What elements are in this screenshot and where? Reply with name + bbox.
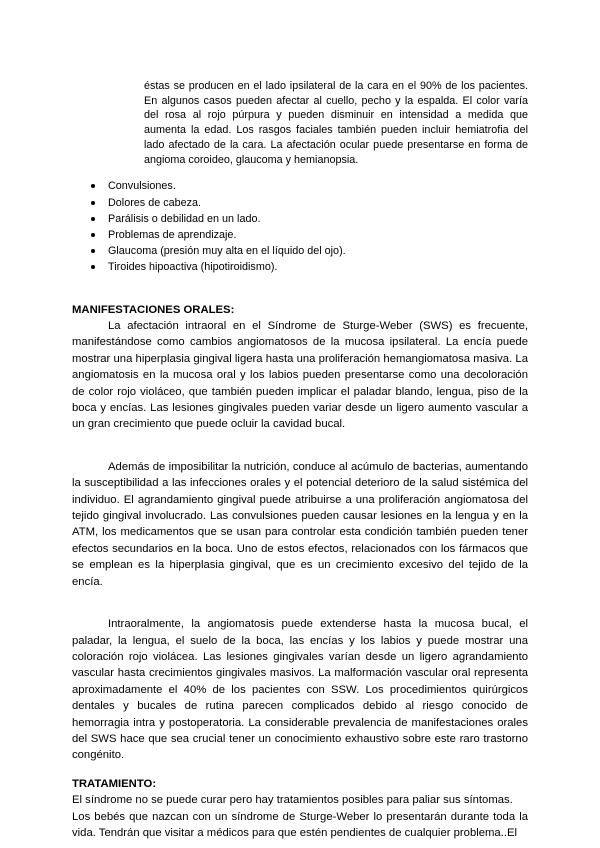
oral-paragraph-2: Además de imposibilitar la nutrición, conduce al acúmulo de bacterias, aumentando la susceptibilidad a las infecciones orales y el potencial deterioro de la salud sistémica del individuo. El agrandamiento gingival puede atribuirse a una proliferación angiomatosa del tejido gingival involucrado. Las convulsiones pueden causar lesiones en la lengua y en la ATM, los medicamentos que se usan para controlar esta condición también pueden tener efectos secundarios en la boca. Uno de estos efectos, relacionados con los fármacos que se emplean es la hiperplasia gingival, que es un crecimiento excesivo del tejido de la encía. xyxy=(72,460,528,588)
bullet-icon xyxy=(91,249,95,253)
list-item xyxy=(72,259,528,275)
bullet-icon xyxy=(91,265,95,269)
list-item xyxy=(72,195,528,211)
bullet-icon xyxy=(91,201,95,205)
symptom-text: Tiroides hipoactiva (hipotiroidismo). xyxy=(108,261,278,274)
treatment-line-2: Los bebés que nazcan con un síndrome de Sturge-Weber lo presentarán durante toda la vida. Tendrán que visitar a médicos para que estén pendientes de cualquier problema..El xyxy=(72,810,528,839)
list-item xyxy=(72,227,528,243)
list-item xyxy=(72,211,528,227)
bullet-icon xyxy=(91,233,95,237)
bullet-icon xyxy=(91,184,95,188)
symptom-list xyxy=(72,178,528,275)
list-item xyxy=(72,178,528,194)
list-item xyxy=(72,243,528,259)
treatment-heading: TRATAMIENTO: xyxy=(72,777,157,790)
oral-paragraph-3: Intraoralmente, la angiomatosis puede extenderse hasta la mucosa bucal, el paladar, la lengua, el suelo de la boca, las encías y los labios y puede mostrar una coloración rojo violácea. Las lesiones gingivales varían desde un ligero agrandamiento vascular hasta crecimientos gingivales masivos. La malformación vascular oral representa aproximadamente el 40% de los pacientes con SSW. Los procedimientos quirúrgicos dentales y bucales de rutina parecen complicados debido al riesgo conocido de hemorragia intra y postoperatoria. La considerable prevalencia de manifestaciones orales del SWS hace que sea crucial tener un conocimiento exhaustivo sobre este raro trastorno congénito. xyxy=(72,618,528,762)
symptom-text: Dolores de cabeza. xyxy=(108,196,202,209)
oral-paragraph-1: La afectación intraoral en el Síndrome de Sturge-Weber (SWS) es frecuente, manifestándose como cambios angiomatosos de la mucosa ipsilateral. La encía puede mostrar una hiperplasia gingival ligera hasta una proliferación hemangiomatosa masiva. La angiomatosis en la mucosa oral y los labios pueden presentarse como una decoloración de color rojo violáceo, que también pueden implicar el paladar blando, lengua, piso de la boca y encías. Las lesiones gingivales pueden variar desde un ligero aumento vascular a un gran crecimiento que puede ocluir la cavidad bucal. xyxy=(72,320,528,431)
symptom-text: Convulsiones. xyxy=(108,180,176,193)
oral-heading: MANIFESTACIONES ORALES: xyxy=(72,303,235,316)
symptom-text: Problemas de aprendizaje. xyxy=(108,228,237,241)
symptom-text: Parálisis o debilidad en un lado. xyxy=(108,212,261,225)
treatment-line-1: El síndrome no se puede curar pero hay tratamientos posibles para paliar sus síntomas. xyxy=(72,794,513,807)
continuation-paragraph: éstas se producen en el lado ipsilateral de la cara en el 90% de los pacientes. En algunos casos pueden afectar al cuello, pecho y la espalda. El color varía del rosa al rojo púrpura y pueden disminuir en intensidad a medida que aumenta la edad. Los rasgos faciales también pueden incluir hemiatrofia del lado afectado de la cara. La afectación ocular puede presentarse en forma de angioma coroideo, glaucoma y hemianopsia. xyxy=(144,79,528,166)
bullet-icon xyxy=(91,217,95,221)
document-page xyxy=(72,68,528,841)
symptom-text: Glaucoma (presión muy alta en el líquido del ojo). xyxy=(108,245,346,258)
